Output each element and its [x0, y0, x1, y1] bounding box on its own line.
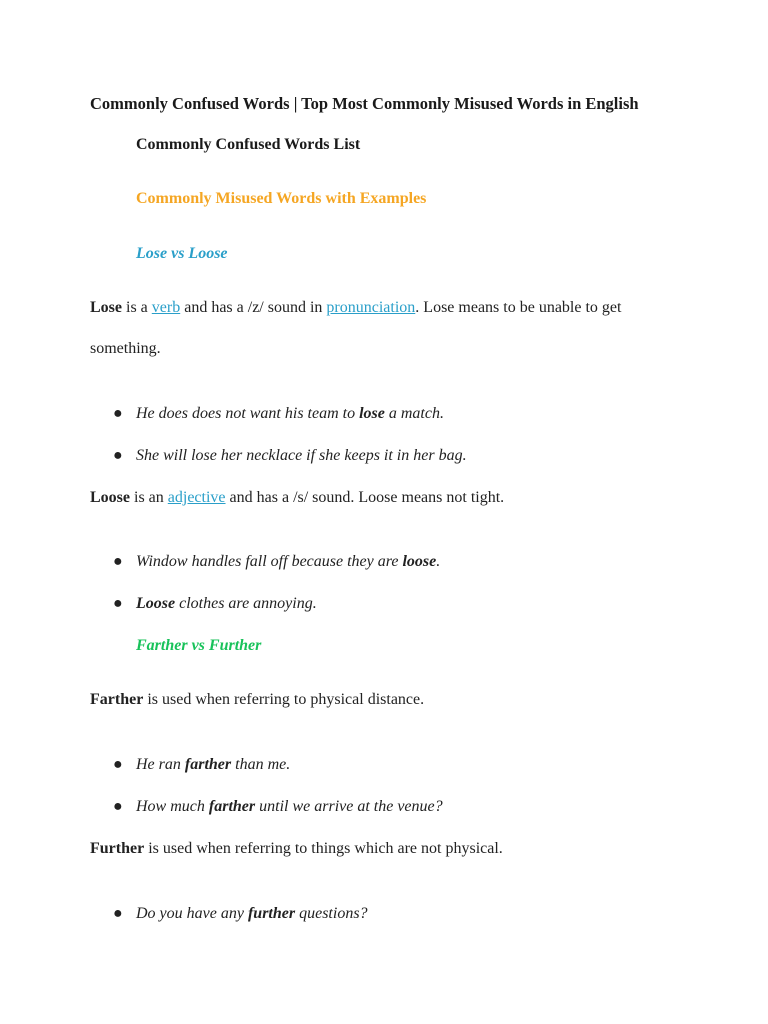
text: is a	[122, 299, 152, 316]
text: is an	[130, 489, 168, 506]
text: is used when referring to physical distance.	[143, 691, 425, 708]
lose-definition	[90, 298, 621, 318]
list-item: Do you have any further questions?	[136, 905, 368, 922]
page-title: Commonly Confused Words | Top Most Commonly Misused Words in English	[90, 94, 639, 113]
verb-link[interactable]: verb	[151, 299, 181, 316]
list-item: He does does not want his team to lose a match.	[136, 405, 444, 422]
list-item: Window handles fall off because they are loose.	[136, 553, 441, 570]
bullet-icon: ●	[113, 447, 123, 464]
list-item: She will lose her necklace if she keeps it in her bag.	[136, 447, 467, 464]
bullet-icon: ●	[113, 756, 123, 773]
bullet-icon: ●	[113, 798, 123, 815]
term-loose: Loose	[90, 489, 130, 506]
lose-vs-loose-heading: Lose vs Loose	[136, 245, 228, 262]
list-item: He ran farther than me.	[136, 756, 291, 773]
lose-definition-continued: something.	[90, 340, 161, 357]
text: . Lose means to be unable to get	[415, 299, 622, 316]
adjective-link[interactable]: adjective	[167, 489, 226, 506]
loose-definition	[90, 488, 504, 508]
list-item: How much farther until we arrive at the venue?	[136, 798, 443, 815]
text: is used when referring to things which are not physical.	[144, 840, 503, 857]
pronunciation-link[interactable]: pronunciation	[326, 299, 416, 316]
bullet-icon: ●	[113, 595, 123, 612]
text: and has a /z/ sound in	[180, 299, 327, 316]
term-lose: Lose	[90, 299, 122, 316]
text: and has a /s/ sound. Loose means not tight.	[225, 489, 505, 506]
farther-definition	[90, 690, 424, 710]
bullet-icon: ●	[113, 553, 123, 570]
section-heading: Commonly Misused Words with Examples	[136, 190, 427, 207]
term-farther: Farther	[90, 691, 144, 708]
list-subtitle: Commonly Confused Words List	[136, 136, 361, 153]
bullet-icon: ●	[113, 905, 123, 922]
farther-vs-further-heading: Farther vs Further	[136, 637, 262, 654]
term-further: Further	[90, 840, 145, 857]
bullet-icon: ●	[113, 405, 123, 422]
further-definition	[90, 839, 503, 859]
list-item: Loose clothes are annoying.	[136, 595, 317, 612]
